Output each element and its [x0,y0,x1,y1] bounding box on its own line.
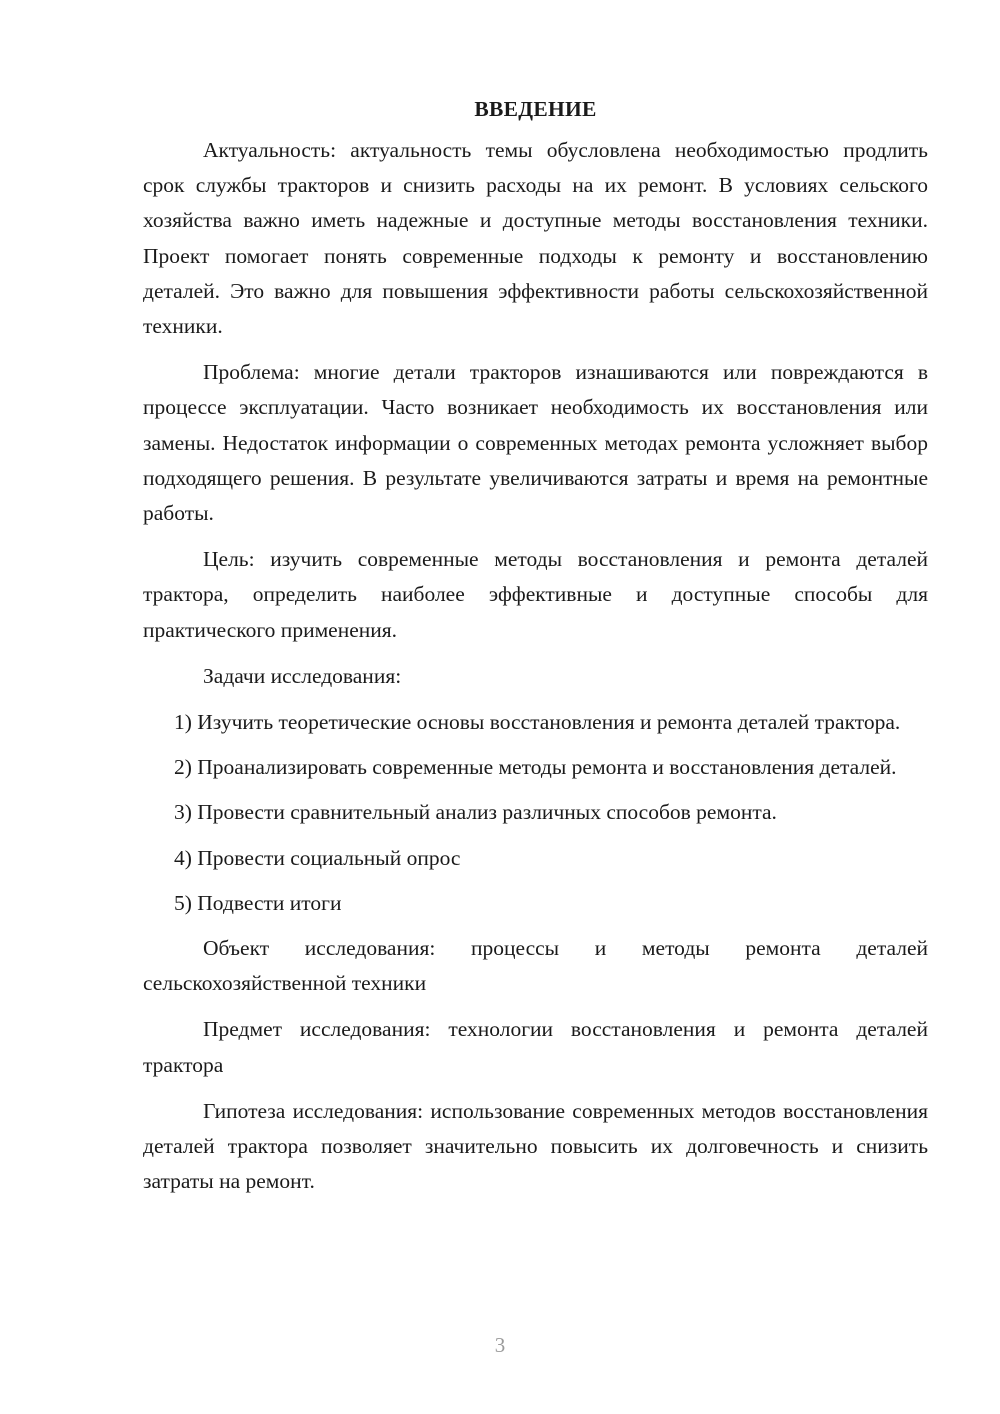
paragraph-hypothesis: Гипотеза исследования: использование современных методов восстановления деталей трактора позволяет значительно повысить их долговечность и снизить затраты на ремонт. [143,1098,928,1194]
paragraph-object: Объект исследования: процессы и методы ремонта деталей сельскохозяйственной техники [143,936,928,996]
list-item-task-4: 4) Провести социальный опрос [174,845,461,870]
page-title: ВВЕДЕНИЕ [474,97,597,121]
tasks-heading: Задачи исследования: [203,663,402,688]
list-item-task-5: 5) Подвести итоги [174,890,342,915]
paragraph-problem: Проблема: многие детали тракторов изнашиваются или повреждаются в процессе эксплуатации. Часто возникает необходимость их восстановления или замены. Недостаток информации о современных методах ремонта усложняет выбор подходящего решения. В результате увеличиваются затраты и время на ремонтные работы. [143,360,928,526]
paragraph-subject: Предмет исследования: технологии восстановления и ремонта деталей трактора [143,1017,928,1077]
list-item-task-1: 1) Изучить теоретические основы восстановления и ремонта деталей трактора. [174,710,901,735]
page-number: 3 [494,1333,506,1357]
paragraph-relevance: Актуальность: актуальность темы обусловлена необходимостью продлить срок службы тракторов и снизить расходы на их ремонт. В условиях сельского хозяйства важно иметь надежные и доступные методы восстановления техники. Проект помогает понять современные подходы к ремонту и восстановлению деталей. Это важно для повышения эффективности работы сельскохозяйственной техники. [143,138,928,339]
list-item-task-3: 3) Провести сравнительный анализ различных способов ремонта. [174,800,777,825]
list-item-task-2: 2) Проанализировать современные методы ремонта и восстановления деталей. [174,755,897,780]
paragraph-goal: Цель: изучить современные методы восстановления и ремонта деталей трактора, определить наиболее эффективные и доступные способы для практического применения. [143,547,928,642]
document-page [143,92,928,1210]
